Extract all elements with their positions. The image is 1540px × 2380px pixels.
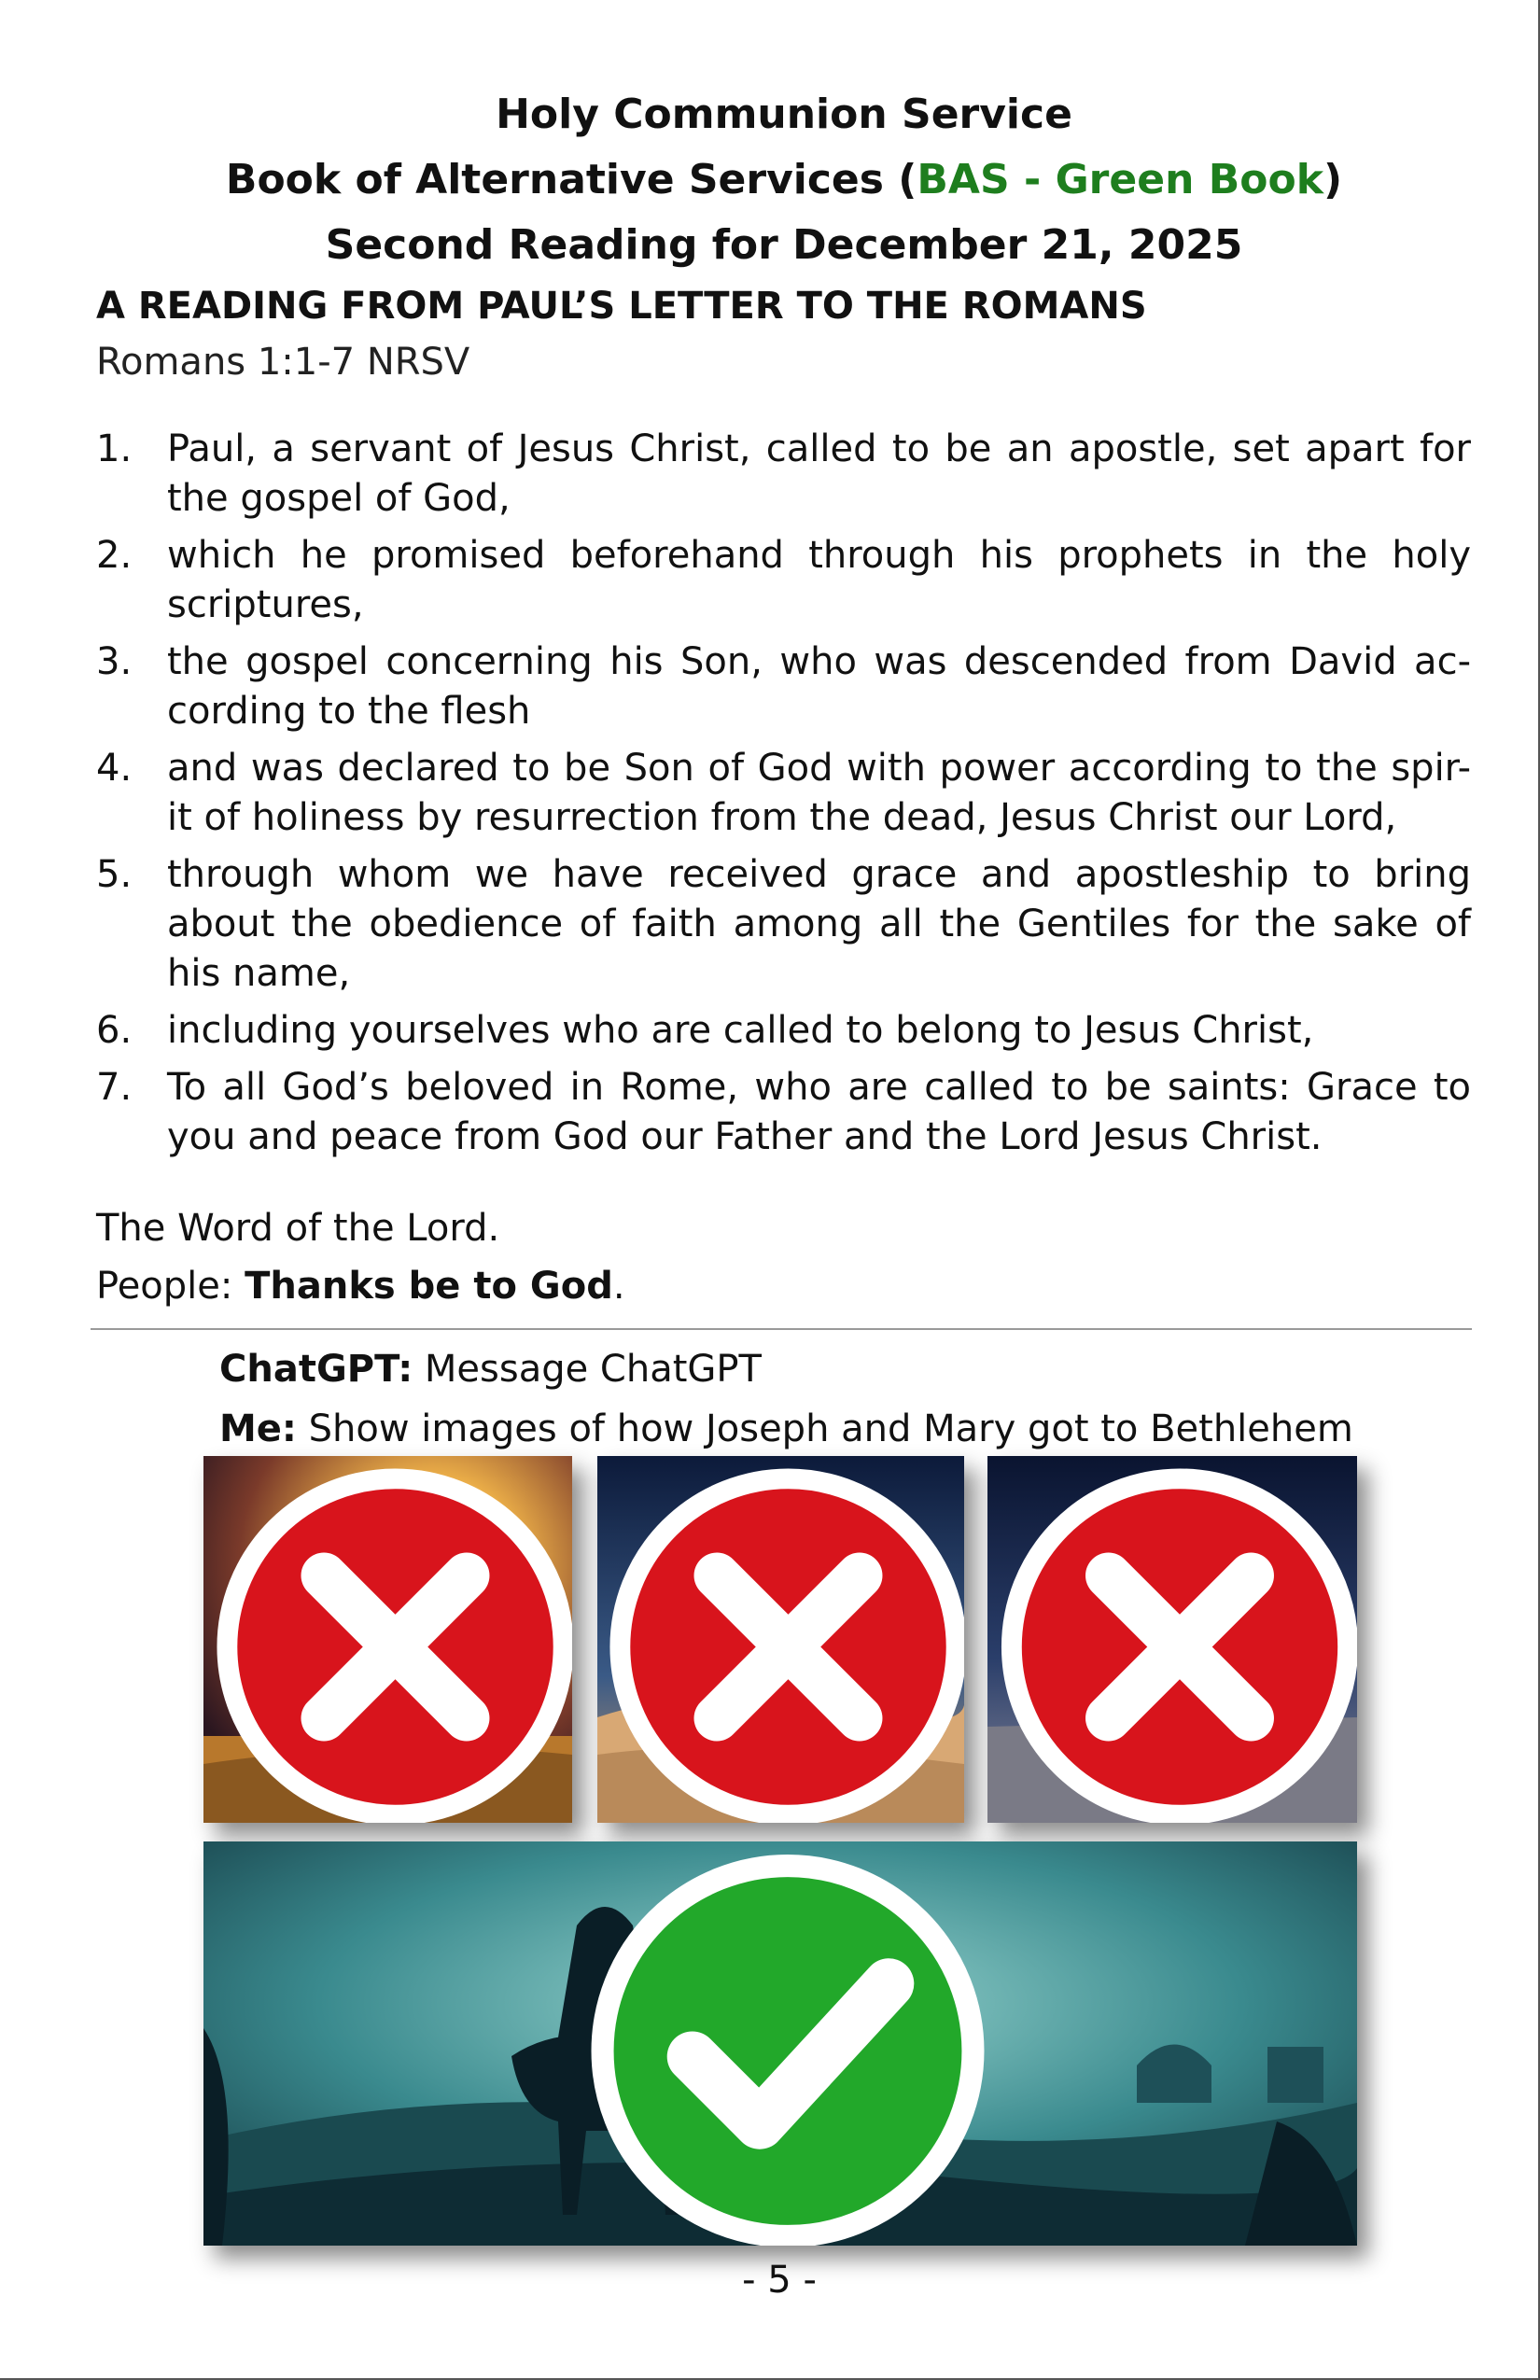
donkey-selfie-image [987, 1456, 1357, 1823]
red-x-icon [605, 1463, 964, 1823]
donkey-silhouette-image [203, 1841, 1357, 2246]
verse-text: the gospel concerning his Son, who was descended from David ac-cording to the flesh [167, 640, 1471, 733]
book-title: Book of Alternative Services (BAS - Green Book) [225, 156, 1343, 203]
reading-date-title: Second Reading for December 21, 2025 [325, 221, 1243, 269]
verse-item [96, 425, 1471, 524]
verse-item [96, 744, 1471, 843]
verse-number: 4. [96, 747, 133, 790]
red-x-icon [995, 1463, 1357, 1823]
verse-number: 3. [96, 640, 133, 683]
unicycle-image [203, 1456, 572, 1823]
verse-item [96, 531, 1471, 630]
people-response: People: Thanks be to God. [96, 1265, 625, 1308]
verse-item [96, 637, 1471, 736]
verse-number: 2. [96, 534, 133, 577]
service-title: Holy Communion Service [496, 91, 1072, 138]
verse-list [96, 425, 1471, 1169]
verse-item [96, 850, 1471, 999]
chat-excerpt [219, 1339, 1353, 1459]
verse-item [96, 1063, 1471, 1162]
chat-line-chatgpt: ChatGPT: Message ChatGPT [219, 1348, 762, 1391]
chat-line-me: Me: Show images of how Joseph and Mary got to Bethlehem [219, 1407, 1353, 1450]
verse-text: including yourselves who are called to belong to Jesus Christ, [167, 1009, 1314, 1052]
verse-number: 7. [96, 1066, 133, 1109]
verse-number: 1. [96, 427, 133, 470]
closing-block [96, 1199, 625, 1315]
reading-heading: A READING FROM PAUL’S LETTER TO THE ROMANS [96, 285, 1147, 328]
verse-text: and was declared to be Son of God with power according to the spir-it of holiness by resurrection from the dead, Jesus Christ our Lord, [167, 747, 1471, 839]
word-of-the-lord: The Word of the Lord. [96, 1207, 500, 1250]
verse-number: 5. [96, 853, 133, 896]
verse-text: Paul, a servant of Jesus Christ, called to be an apostle, set apart for the gospel of God, [167, 427, 1471, 520]
segway-image [597, 1456, 964, 1823]
verse-text: which he promised beforehand through his prophets in the holy scriptures, [167, 534, 1471, 626]
section-divider [91, 1328, 1472, 1330]
red-x-icon [211, 1463, 572, 1823]
green-book-label: BAS - Green Book [917, 156, 1323, 203]
verse-item [96, 1006, 1471, 1056]
verse-text: To all God’s beloved in Rome, who are called to be saints: Grace to you and peace from God our Father and the Lord Jesus Christ. [167, 1066, 1471, 1158]
response-bold: Thanks be to God [245, 1265, 613, 1308]
green-check-icon [211, 1849, 1357, 2246]
page-number: - 5 - [742, 2259, 817, 2302]
reading-citation: Romans 1:1-7 NRSV [96, 341, 470, 384]
verse-text: through whom we have received grace and apostleship to bring about the obedience of faith among all the Gentiles for the sake of his name, [167, 853, 1471, 995]
verse-number: 6. [96, 1009, 133, 1052]
page-title-block [0, 82, 1540, 278]
